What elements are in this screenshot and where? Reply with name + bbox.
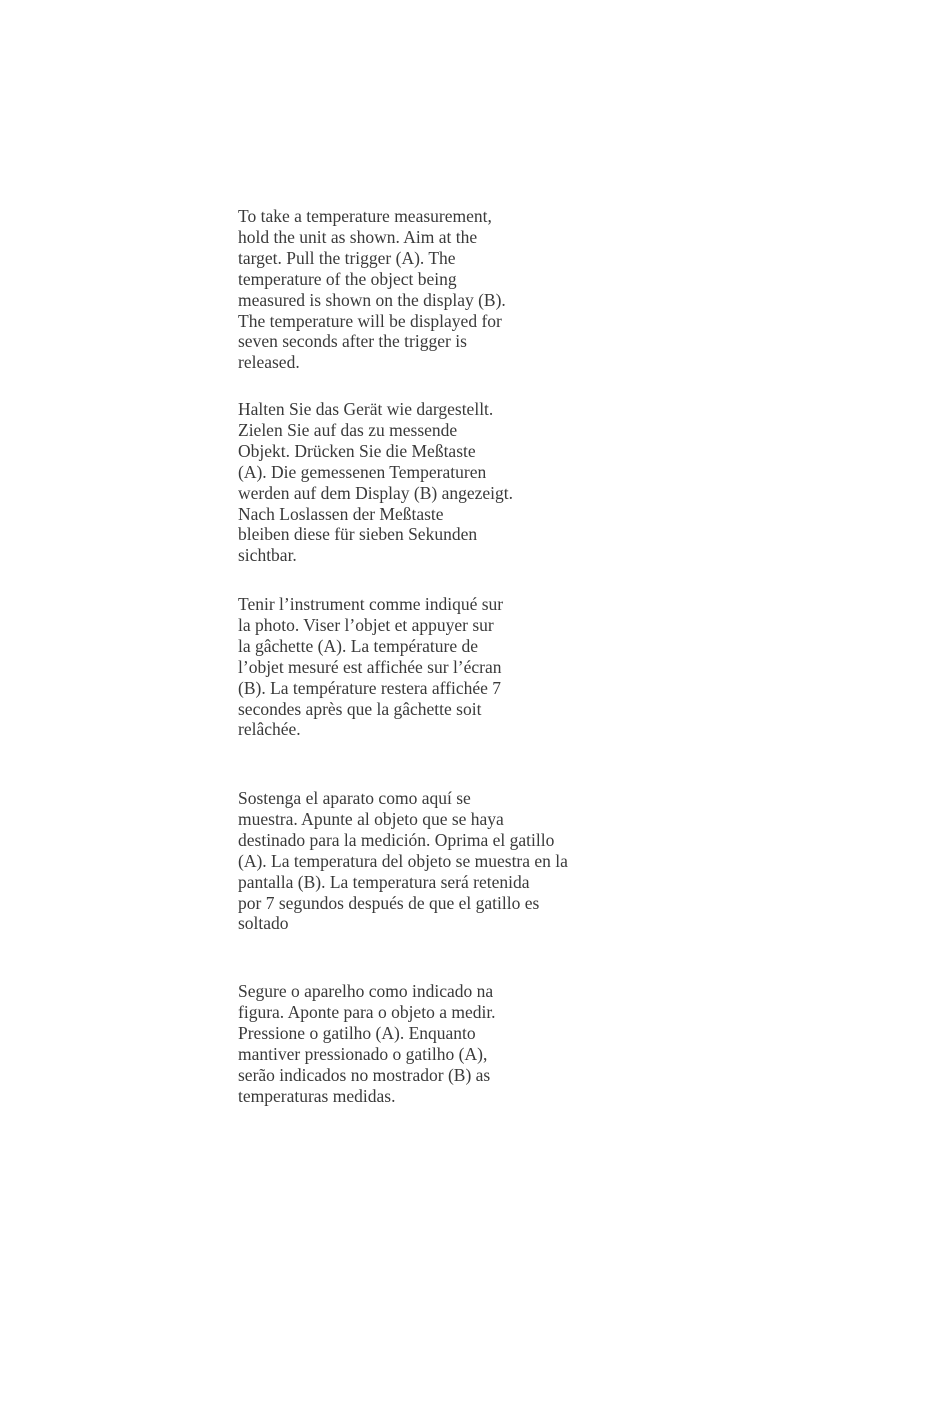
text-line: Segure o aparelho como indicado na	[238, 981, 494, 1001]
instructions-english	[238, 206, 506, 373]
text-line: Zielen Sie auf das zu messende	[238, 419, 458, 440]
text-line: Objekt. Drücken Sie die Meßtaste	[238, 440, 476, 461]
text-line: hold the unit as shown. Aim at the	[238, 226, 478, 247]
text-line: secondes après que la gâchette soit	[238, 698, 482, 719]
text-line: serão indicados no mostrador (B) as	[238, 1064, 491, 1085]
text-line: temperature of the object being	[238, 268, 457, 289]
text-line: Pressione o gatilho (A). Enquanto	[238, 1022, 476, 1043]
text-line: Nach Loslassen der Meßtaste	[238, 503, 444, 524]
text-line: To take a temperature measurement,	[238, 206, 492, 226]
text-line: (A). La temperatura del objeto se muestra en la	[238, 850, 568, 871]
text-line: la photo. Viser l’objet et appuyer sur	[238, 614, 494, 635]
text-line: sichtbar.	[238, 545, 297, 566]
text-line: seven seconds after the trigger is	[238, 331, 467, 352]
text-line: mantiver pressionado o gatilho (A),	[238, 1043, 488, 1064]
text-line: target. Pull the trigger (A). The	[238, 247, 456, 268]
text-line: soltado	[238, 913, 289, 934]
text-line: Tenir l’instrument comme indiqué sur	[238, 594, 504, 614]
text-line: muestra. Apunte al objeto que se haya	[238, 808, 504, 829]
text-line: measured is shown on the display (B).	[238, 289, 506, 310]
text-line: pantalla (B). La temperatura será retenida	[238, 871, 530, 892]
text-line: (B). La température restera affichée 7	[238, 677, 501, 698]
text-line: la gâchette (A). La température de	[238, 635, 479, 656]
text-line: l’objet mesuré est affichée sur l’écran	[238, 656, 502, 677]
instructions-german	[238, 399, 513, 566]
instructions-spanish	[238, 788, 568, 934]
instructions-portuguese	[238, 981, 496, 1106]
instructions-french	[238, 594, 503, 740]
text-line: werden auf dem Display (B) angezeigt.	[238, 482, 514, 503]
text-line: (A). Die gemessenen Temperaturen	[238, 461, 487, 482]
text-line: temperaturas medidas.	[238, 1085, 396, 1106]
text-line: released.	[238, 352, 300, 373]
text-line: figura. Aponte para o objeto a medir.	[238, 1001, 496, 1022]
text-line: por 7 segundos después de que el gatillo es	[238, 892, 540, 913]
text-line: bleiben diese für sieben Sekunden	[238, 524, 478, 545]
text-line: relâchée.	[238, 719, 301, 740]
text-line: Halten Sie das Gerät wie dargestellt.	[238, 399, 494, 419]
text-line: The temperature will be displayed for	[238, 310, 502, 331]
text-line: Sostenga el aparato como aquí se	[238, 788, 471, 808]
text-line: destinado para la medición. Oprima el gatillo	[238, 829, 555, 850]
